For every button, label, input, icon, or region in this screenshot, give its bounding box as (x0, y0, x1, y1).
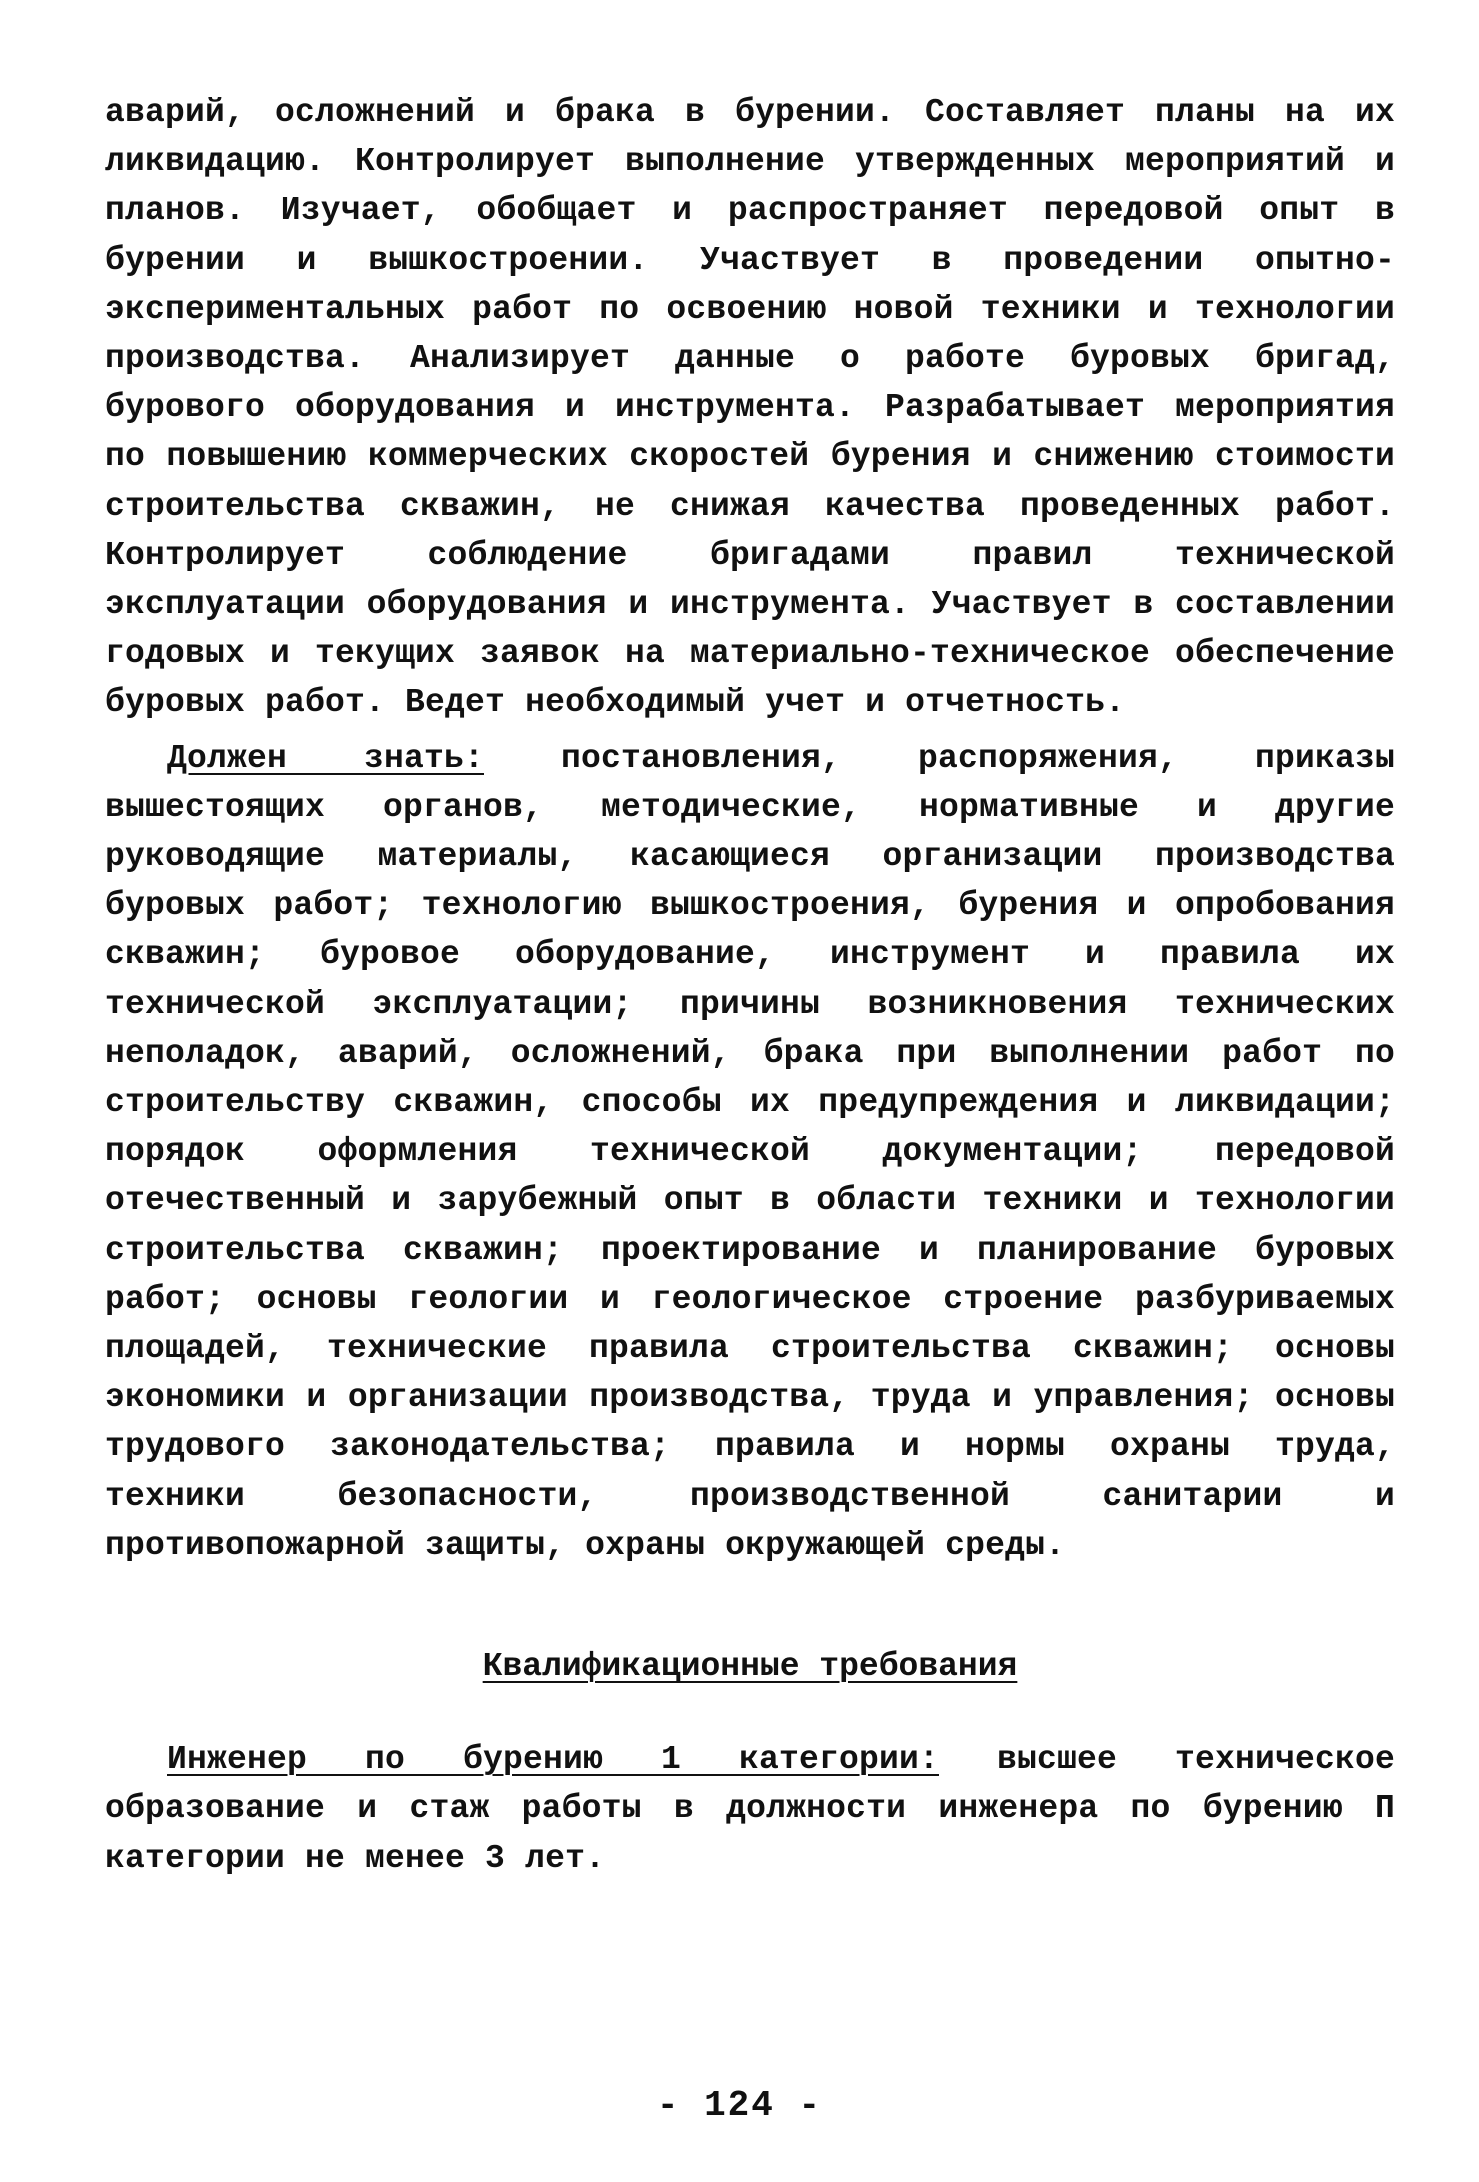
must-know-lead: Должен знать: (167, 739, 484, 777)
section-heading-text: Квалификационные требования (482, 1648, 1018, 1686)
paragraph-must-know (105, 734, 1395, 1570)
paragraph-qualification (105, 1735, 1395, 1883)
page-number: - 124 - (656, 2085, 823, 2126)
paragraph-duties-continued: аварий, осложнений и брака в бурении. Составляет планы на их ликвидацию. Контролирует выполнение утвержденных мероприятий и планов. Изучает, обобщает и распространяет передовой опыт в бурении и вышкостроении. Участвует в проведении опытно-экспериментальных работ по освоению новой техники и технологии производства. Анализирует данные о работе буровых бригад, бурового оборудования и инструмента. Разрабатывает мероприятия по повышению коммерческих скоростей бурения и снижению стоимости строительства скважин, не снижая качества проведенных работ. Контролирует соблюдение бригадами правил технической эксплуатации оборудования и инструмента. Участвует в составлении годовых и текущих заявок на материально-техническое обеспечение буровых работ. Ведет необходимый учет и отчетность. (105, 94, 1395, 722)
qualification-lead: Инженер по бурению 1 категории: (167, 1741, 939, 1779)
must-know-body: постановления, распоряжения, приказы вышестоящих органов, методические, нормативные и другие руководящие материалы, касающиеся организации производства буровых работ; технологию вышкостроения, бурения и опробования скважин; буровое оборудование, инструмент и правила их технической эксплуатации; причины возникновения технических неполадок, аварий, осложнений, брака при выполнении работ по строительству скважин, способы их предупреждения и ликвидации; порядок оформления технической документации; передовой отечественный и зарубежный опыт в области техники и технологии строительства скважин; проектирование и планирование буровых работ; основы геологии и геологическое строение разбуриваемых площадей, технические правила строительства скважин; основы экономики и организации производства, труда и управления; основы трудового законодательства; правила и нормы охраны труда, техники безопасности, производственной санитарии и противопожарной защиты, охраны окружающей среды. (105, 739, 1395, 1564)
section-heading-qualification (105, 1642, 1395, 1691)
qualification-body: высшее техническое образование и стаж работы в должности инженера по бурению П категории не менее 3 лет. (105, 1741, 1396, 1877)
document-page (105, 88, 1395, 1883)
